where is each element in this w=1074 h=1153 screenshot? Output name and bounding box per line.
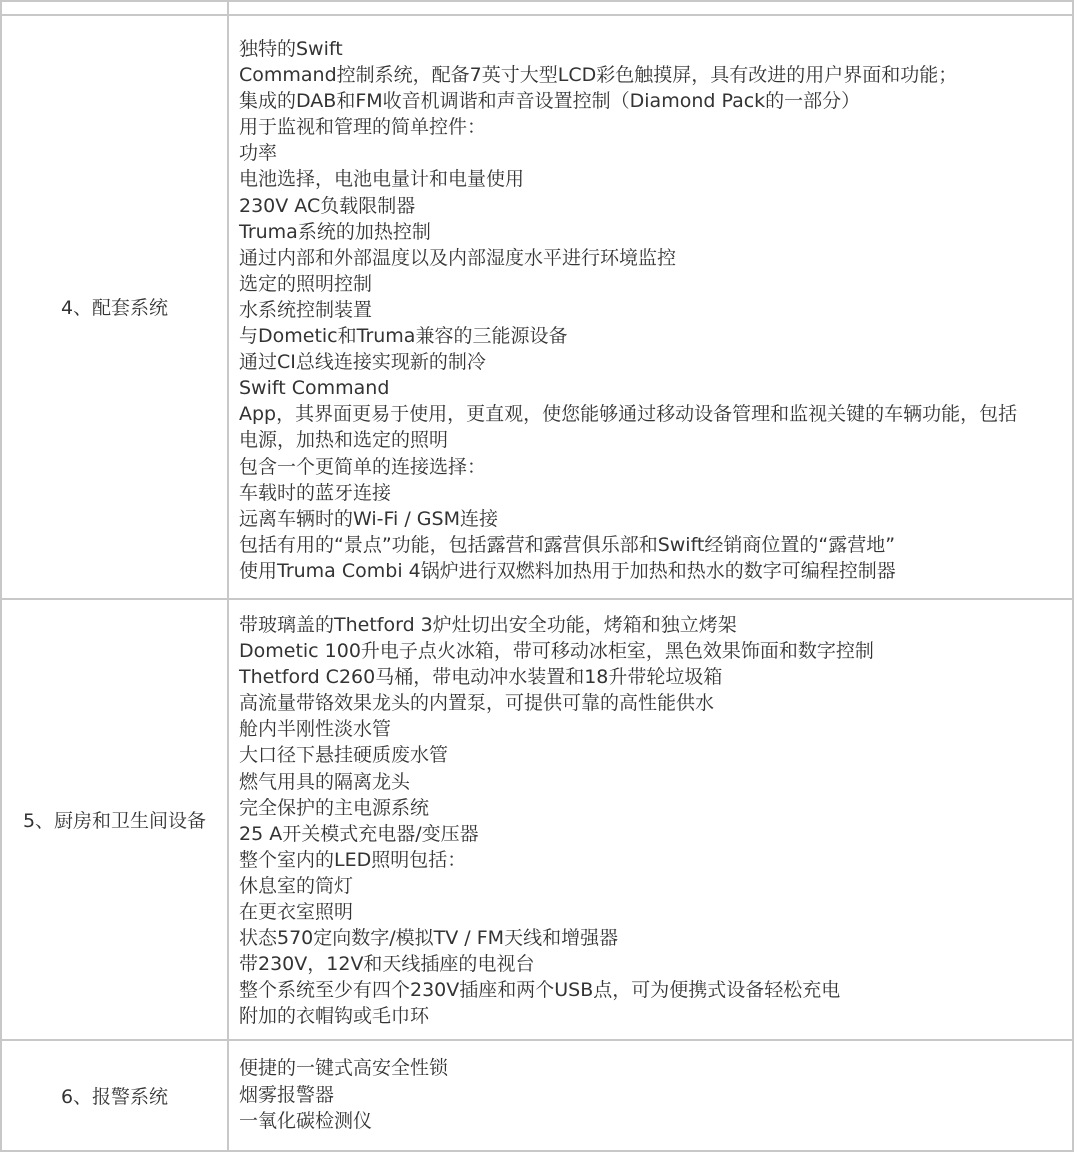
category-label: 6、报警系统 — [60, 1086, 169, 1109]
feature-line: 用于监视和管理的简单控件： — [239, 116, 487, 139]
feature-list — [239, 16, 1072, 598]
feature-line: 包含一个更简单的连接选择： — [239, 455, 487, 478]
feature-line: Truma系统的加热控制 — [239, 220, 431, 243]
feature-line: 舱内半刚性淡水管 — [239, 718, 392, 741]
category-cell — [1, 599, 228, 1041]
feature-line: 25 A开关模式充电器/变压器 — [239, 822, 479, 845]
feature-line: 烟雾报警器 — [239, 1083, 335, 1106]
category-label: 5、厨房和卫生间设备 — [22, 810, 207, 833]
feature-line: 带230V，12V和天线插座的电视台 — [239, 953, 535, 976]
feature-line: 车载时的蓝牙连接 — [239, 481, 392, 504]
feature-line: Dometic 100升电子点火冰箱，带可移动冰柜室，黑色效果饰面和数字控制 — [239, 640, 874, 663]
feature-line: 远离车辆时的Wi-Fi / GSM连接 — [239, 507, 498, 530]
feature-line: 与Dometic和Truma兼容的三能源设备 — [239, 325, 568, 348]
feature-line: 选定的照明控制 — [239, 272, 373, 295]
feature-line: 休息室的筒灯 — [239, 874, 354, 897]
feature-line: 状态570定向数字/模拟TV / FM天线和增强器 — [239, 927, 619, 950]
feature-line: 整个室内的LED照明包括： — [239, 848, 467, 871]
feature-line: Command控制系统，配备7英寸大型LCD彩色触摸屏，具有改进的用户界面和功能； — [239, 64, 958, 87]
feature-line: 带玻璃盖的Thetford 3炉灶切出安全功能，烤箱和独立烤架 — [239, 613, 737, 636]
feature-line: Swift Command — [239, 377, 390, 400]
table-row-partial — [1, 1, 1073, 15]
feature-list — [239, 1041, 1072, 1149]
feature-line: 高流量带铬效果龙头的内置泵，可提供可靠的高性能供水 — [239, 692, 715, 715]
feature-line: 整个系统至少有四个230V插座和两个USB点，可为便携式设备轻松充电 — [239, 979, 841, 1002]
feature-line: 通过内部和外部温度以及内部湿度水平进行环境监控 — [239, 246, 677, 269]
feature-line: 燃气用具的隔离龙头 — [239, 770, 411, 793]
category-label: 4、配套系统 — [60, 297, 169, 320]
category-cell — [1, 15, 228, 599]
category-cell-empty — [1, 1, 228, 15]
feature-line: 通过CI总线连接实现新的制冷 — [239, 351, 486, 374]
feature-line: 大口径下悬挂硬质废水管 — [239, 744, 449, 767]
feature-list — [239, 600, 1072, 1040]
feature-line: 水系统控制装置 — [239, 298, 373, 321]
feature-line: 在更衣室照明 — [239, 901, 354, 923]
features-cell-empty — [228, 1, 1073, 15]
features-cell — [228, 1040, 1073, 1150]
feature-line: App，其界面更易于使用，更直观，使您能够通过移动设备管理和监视关键的车辆功能，包括 — [239, 403, 1018, 426]
features-cell — [228, 599, 1073, 1041]
feature-line: 独特的Swift — [239, 38, 343, 60]
feature-line: Thetford C260马桶，带电动冲水装置和18升带轮垃圾箱 — [239, 666, 723, 689]
feature-line: 附加的衣帽钩或毛巾环 — [239, 1005, 430, 1028]
feature-line: 使用Truma Combi 4锅炉进行双燃料加热用于加热和热水的数字可编程控制器 — [239, 559, 896, 582]
table-row — [1, 15, 1073, 599]
feature-line: 一氧化碳检测仪 — [239, 1109, 373, 1132]
table-row — [1, 1040, 1073, 1150]
table-row — [1, 599, 1073, 1041]
features-cell — [228, 15, 1073, 599]
feature-line: 集成的DAB和FM收音机调谐和声音设置控制（Diamond Pack的一部分） — [239, 90, 861, 113]
feature-line: 电源，加热和选定的照明 — [239, 429, 449, 452]
feature-line: 230V AC负载限制器 — [239, 194, 416, 217]
feature-line: 完全保护的主电源系统 — [239, 796, 430, 819]
feature-line: 便捷的一键式高安全性锁 — [239, 1057, 449, 1080]
feature-line: 功率 — [239, 142, 278, 165]
feature-line: 包括有用的“景点”功能，包括露营和露营俱乐部和Swift经销商位置的“露营地” — [239, 533, 896, 556]
category-cell — [1, 1040, 228, 1150]
feature-line: 电池选择，电池电量计和电量使用 — [239, 168, 525, 191]
